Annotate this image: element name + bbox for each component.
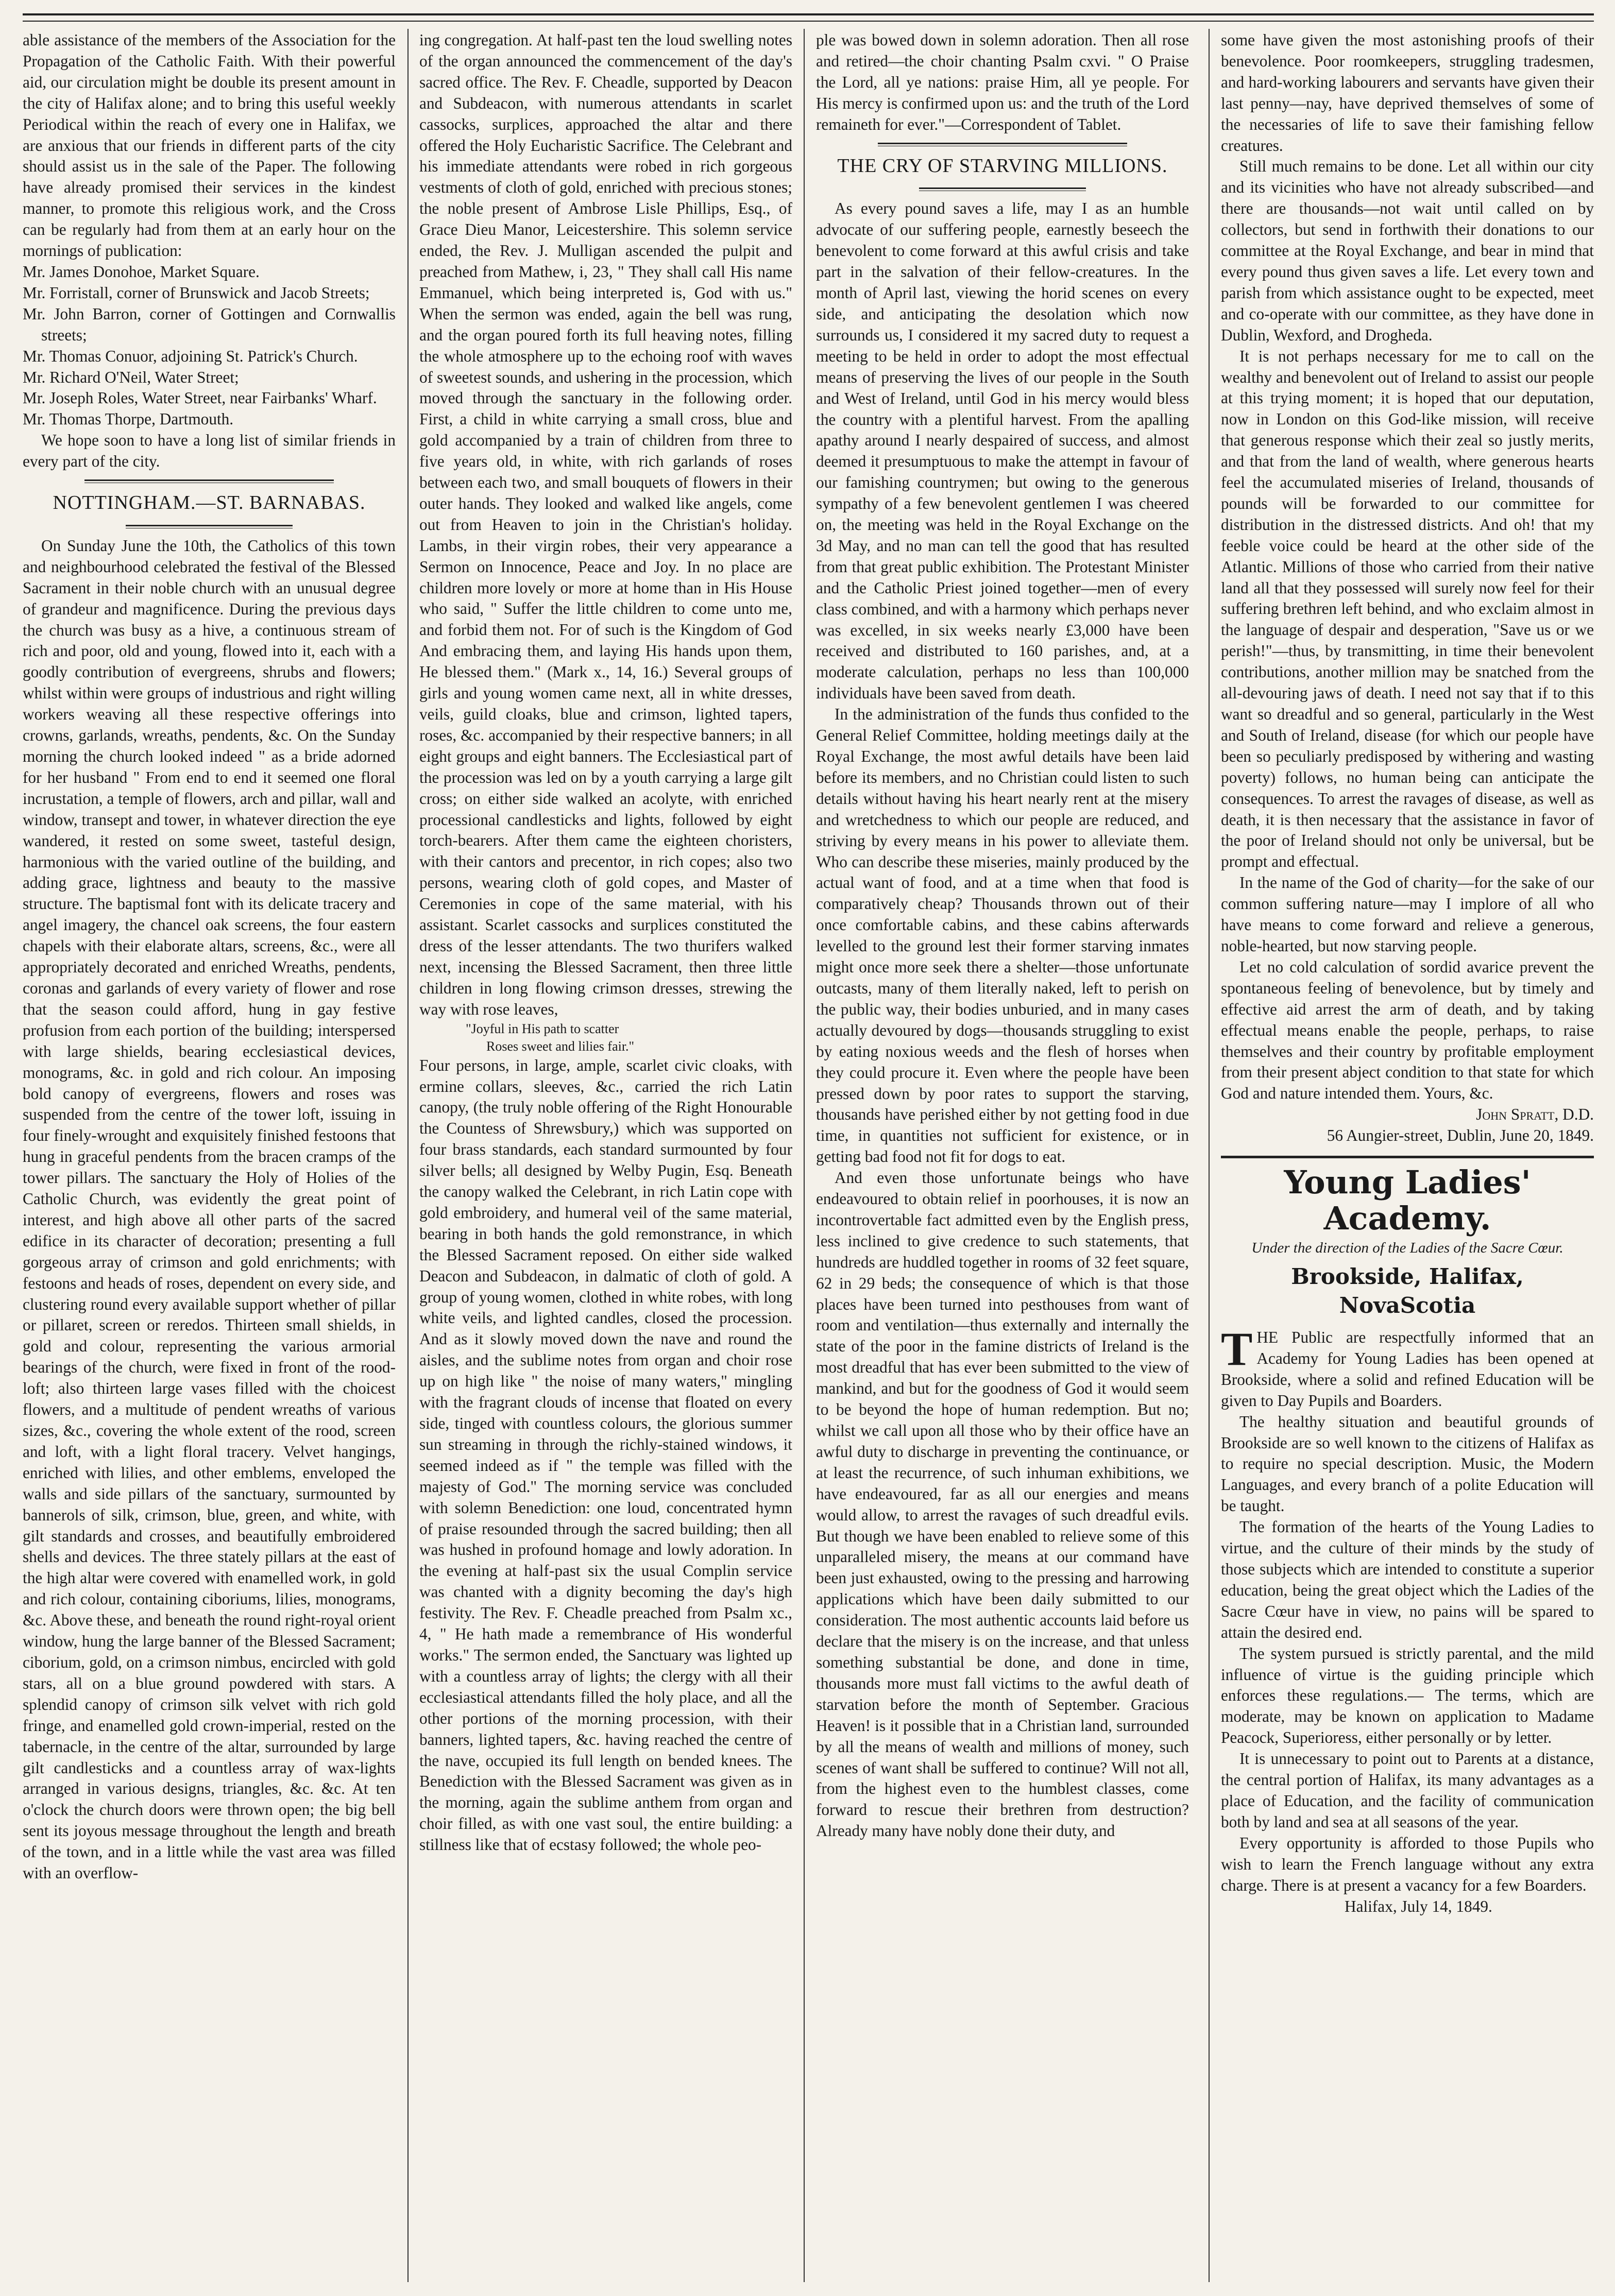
agent-entry: Mr. James Donohoe, Market Square.	[23, 262, 260, 281]
article-paragraph: And even those unfortunate beings who have endeavoured to obtain relief in poorhouses, it is now an incontrovertable fact admitted even by the English press, less inclined to give credence to such statements, that hundreds are huddled together in rooms of 32 feet square, 62 in 29 beds; the consequence of which is that those places have been turned into pesthouses from want of room and ventilation—thus externally and internally the state of the poor in the famine districts of Ireland is the most dreadful that has ever been submitted to the view of mankind, and but for the goodness of God it would seem to be beyond the hope of human redemption. But no; whilst we call upon all those who by their office have an awful duty to discharge in preventing the continuance, or at least the recurrence, of such inhuman exhibitions, we have endeavoured, far as all our energies and means would allow, to arrest the ravages of such dreadful evils. But though we have been enabled to relieve some of this unparalleled misery, the means at our command have been just exhausted, owing to the pressing and harrowing applications which have been daily submitted to our consideration. The most authentic accounts laid before us declare that the misery is on the increase, and that unless something substantial be done, and done in time, thousands more must fall victims to the awful death of starvation before the month of September. Gracious Heaven! is it possible that in a Christian land, surrounded by all the means of wealth and millions of money, such scenes of want shall be suffered to continue? Will not all, from the highest even to the humblest classes, come forward to rescue their brethren from destruction? Already many have nobly done their duty, and	[816, 1169, 1189, 1840]
ad-paragraph	[1221, 1323, 1594, 1412]
ad-paragraph: Every opportunity is afforded to those Pupils who wish to learn the French language without any extra charge. There is at present a vacancy for a few Boarders.	[1221, 1834, 1594, 1894]
agent-entry: Mr. Richard O'Neil, Water Street;	[23, 368, 239, 386]
agent-entry: Mr. Thomas Conuor, adjoining St. Patrick's Church.	[23, 347, 358, 365]
top-rule	[23, 13, 1594, 22]
column-divider	[1209, 29, 1210, 2282]
verse-line: "Joyful in His path to scatter	[466, 1021, 619, 1036]
article-paragraph: In the administration of the funds thus confided to the General Relief Committee, holding meetings daily at the Royal Exchange, the most awful details have been laid before its members, and no Christian could listen to such details without having his heart nearly rent at the misery and wretchedness to which our people are reduced, and striving by every means in his power to alleviate them. Who can describe these miseries, mainly produced by the actual want of food, and at a time when that food is comparatively cheap? Thousands thrown out of their once comfortable cabins, and these cabins afterwards levelled to the ground lest their former starving inmates might once more seek there a shelter—those unfortunate outcasts, many of them literally naked, left to perish on the public way, their bodies unburied, and in many cases actually devoured by dogs—thousands struggling to exist by eating noxious weeds and the flesh of horses when they could procure it. Even where the people have been pressed down by poor rates to support the starving, thousands have perished either by not getting food in due time, in quantities not sufficient for existence, or in getting bad food not fit for dogs to eat.	[816, 705, 1189, 1166]
signature: John Spratt, D.D.	[1476, 1105, 1594, 1124]
advertisement	[1221, 1164, 1594, 1917]
newspaper-page	[23, 13, 1594, 2285]
ad-signoff: Halifax, July 14, 1849.	[1345, 1897, 1492, 1915]
agent-entry: Mr. Forristall, corner of Brunswick and Jacob Streets;	[23, 283, 370, 302]
ad-paragraph: The healthy situation and beautiful grounds of Brookside are so well known to the citizens of Halifax as to require no special description. Music, the Modern Languages, and every branch of a polite Education will be taught.	[1221, 1412, 1594, 1515]
agent-entry: Mr. Thomas Thorpe, Dartmouth.	[23, 410, 234, 429]
column-3	[816, 30, 1189, 2281]
article-paragraph: Four persons, in large, ample, scarlet civic cloaks, with ermine collars, sleeves, &c., carried the rich Latin canopy, (the truly noble offering of the Right Honourable the Countess of Shrewsbury,) which was supported on four brass standards, each standard surmounted by four silver bells; all designed by Welby Pugin, Esq. Beneath the canopy walked the Celebrant, in rich Latin cope with gold embroidery, and humeral veil of the same material, bearing in both hands the gold remonstrance, in which the Blessed Sacrament reposed. On either side walked Deacon and Subdeacon, in dalmatic of cloth of gold. A group of young women, clothed in white robes, with long white veils, and lighted candles, closed the procession. And as it slowly moved down the nave and round the aisles, and the sublime notes from organ and choir rose up on high like " the noise of many waters," mingling with the fragrant clouds of incense that floated on every side, tinged with countless colours, the glorious summer sun streaming in through the richly-stained windows, it seemed indeed as if " the temple was filled with the majesty of God." The morning service was concluded with solemn Benediction: one loud, concentrated hymn of praise resounded through the sacred building; then all was hushed in profound homage and lowly adoration. In the evening at half-past six the usual Complin service was chanted with a dignity becoming the day's high festivity. The Rev. F. Cheadle preached from Psalm xc., 4, " He hath made a remembrance of His wonderful works." The sermon ended, the Sanctuary was lighted up with a countless array of lights; the clergy with all their ecclesiastical attendants filled the holy place, and all the other portions of the morning procession, with their banners, lighted tapers, &c. having reached the centre of the nave, occupied its full length on bended knees. The Benediction with the Blessed Sacrament was given as in the morning, again the sublime anthem from organ and choir filled, as with one vast soul, the entire building: a stillness like that of ecstasy followed; the whole peo-	[419, 1056, 792, 1854]
ad-paragraph: The formation of the hearts of the Young Ladies to virtue, and the culture of their minds by the study of those subjects which are intended to constitute a superior education, being the great object which the Ladies of the Sacre Cœur have in view, no pains will be spared to attain the desired end.	[1221, 1518, 1594, 1641]
verse-line: Roses sweet and lilies fair."	[486, 1038, 635, 1054]
article-paragraph: ing congregation. At half-past ten the loud swelling notes of the organ announced the commencement of the day's sacred office. The Rev. F. Cheadle, supported by Deacon and Subdeacon, with numerous attendants in scarlet cassocks, surplices, approached the altar and there offered the Holy Eucharistic Sacrifice. The Celebrant and his immediate attendants were robed in rich gorgeous vestments of cloth of gold, enriched with precious stones; the noble present of Ambrose Lisle Phillips, Esq., of Grace Dieu Manor, Leicestershire. This solemn service ended, the Rev. J. Mulligan ascended the pulpit and preached from Mathew, i, 23, " They shall call His name Emmanuel, which being interpreted is, God with us." When the sermon was ended, again the bell was rung, and the organ poured forth its full heaving notes, filling the whole atmosphere up to the echoing roof with waves of sweetest sounds, and ushering in the procession, which moved through the sanctuary in the following order. First, a child in white carrying a small cross, blue and gold accompanied by a train of children from three to five years old, in white, with rich garlands of roses between each two, and small bouquets of flowers in their outer hands. They looked and walked like angels, come out from Heaven to join in the Christian's holiday. Lambs, in their virgin robes, their very appearance a Sermon on Innocence, Peace and Joy. In no place are children more lovely or more at home than in His House who said, " Suffer the little children to come unto me, and forbid them not. For of such is the Kingdom of God And embracing them, and laying His hands upon them, He blessed them." (Mark x., 14, 16.) Several groups of girls and young women came next, all in white dresses, veils, guild cloaks, blue and crimson, lighted tapers, roses, &c. accompanied by their respective banners; in all eight groups and eight banners. The Ecclesiastical part of the procession was led on by a youth carrying a large gilt cross; on either side walked an acolyte, with enriched processional candlesticks and lights, followed by eight torch-bearers. After them came the eighteen choristers, with their cantors and precentor, in rich copes; also two persons, wearing cloth of gold copes, and Master of Ceremonies in cope of the same material, with his assistant. Scarlet cassocks and surplices constituted the dress of the lesser attendants. The two thurifers walked next, incensing the Blessed Sacrament, then three little children in long flowing crimson dresses, strewing the way with rose leaves,	[419, 31, 792, 1018]
column-1	[23, 30, 396, 2281]
ad-paragraph: The system pursued is strictly parental, and the mild influence of virtue is the guiding principle which enforces these regulations.— The terms, which are moderate, may be known on application to Madame Peacock, Superioress, either personally or by letter.	[1221, 1644, 1594, 1747]
ad-location: Brookside, Halifax, NovaScotia	[1291, 1264, 1524, 1318]
article-paragraph: It is not perhaps necessary for me to call on the wealthy and benevolent out of Ireland to assist our people at this trying moment; it is hoped that our deputation, now in London on this God-like mission, will receive that generous response which their zeal so justly merits, and that from the land of wealth, where generous hearts feel the accumulated miseries of Ireland, thousands of pounds will be forwarded to our committee for distribution in the distressed districts. And oh! that my feeble voice could be heard at the other side of the Atlantic. Millions of those who carried from their native land all that they possessed will surely now feel for their suffering brethren left behind, and who exclaim almost in the language of despair and desperation, "Save us or we perish!"—thus, by transmitting, in time their benevolent contributions, another million may be snatched from the all-devouring jaws of death. I need not say that if to this want so dreadful and so general, particularly in the West and South of Ireland, disease (for which our people have been so peculiarly predisposed by withering and wasting poverty) follows, no human being can anticipate the consequences. To arrest the ravages of disease, as well as death, it is then necessary that the assistance in favor of the poor of Ireland should not only be universal, but be prompt and effectual.	[1221, 347, 1594, 871]
ad-paragraph: It is unnecessary to point out to Parents at a distance, the central portion of Halifax, its many advantages as a place of Education, and the facility of communication both by land and sea at all seasons of the year.	[1221, 1750, 1594, 1831]
article-paragraph: In the name of the God of charity—for the sake of our common suffering nature—may I implore of all who have means to come forward and relieve a generous, noble-hearted, but now starving people.	[1221, 873, 1594, 955]
article-paragraph: As every pound saves a life, may I as an humble advocate of our suffering people, earnestly beseech the benevolent to come forward at this awful crisis and take part in the salvation of their fellow-creatures. In the month of April last, viewing the horid scenes on every side, and anticipating the desolation which now surrounds us, I considered it my sacred duty to request a meeting to be held in order to adopt the most effectual means of preserving the lives of our people in the South and West of Ireland, until God in his mercy would bless the country with a plentiful harvest. From the apalling apathy around I nearly despaired of success, and almost deemed it presumptuous to make the attempt in favour of our famishing countrymen; but owing to the generous sympathy of a few benevolent gentlemen I was cheered on, the meeting was held in the Royal Exchange on the 3d May, and no man can tell the good that has resulted from that great public exhibition. The Protestant Minister and the Catholic Priest joined together—men of every class combined, and with a harmony which perhaps never was excelled, in six weeks nearly £3,000 have been received and distributed to 160 parishes, and, at a moderate calculation, perhaps no less than 100,000 individuals have been saved from death.	[816, 199, 1189, 702]
dateline: 56 Aungier-street, Dublin, June 20, 1849.	[1327, 1126, 1594, 1145]
article-paragraph: Let no cold calculation of sordid avarice prevent the spontaneous feeling of benevolence, but by timely and effective aid arrest the arm of death, and by taking effectual means enable the people, perhaps, to raise themselves and their country by profitable employment from their present abject condition to that state for which God and nature intended them. Yours, &c.	[1221, 957, 1594, 1103]
section-rule	[919, 187, 1086, 191]
closing-paragraph: We hope soon to have a long list of similar friends in every part of the city.	[23, 431, 396, 471]
agent-entry: Mr. Joseph Roles, Water Street, near Fairbanks' Wharf.	[23, 389, 377, 407]
section-rule	[84, 479, 334, 483]
article-paragraph: On Sunday June the 10th, the Catholics of this town and neighbourhood celebrated the festival of the Blessed Sacrament in their noble church with an unusual degree of grandeur and magnificence. During the previous days the church was busy as a hive, a continuous stream of rich and poor, old and young, flowed into it, each with a goodly contribution of evergreens, shrubs and flowers; whilst within were groups of industrious and right willing workers weaving all these respective offerings into crowns, garlands, wreaths, pendents, &c. On the Sunday morning the church looked indeed " as a bride adorned for her husband " From end to end it seemed one floral incrustation, a temple of flowers, arch and pillar, wall and window, transept and tower, in whatever direction the eye wandered, it rested on some sweet, tasteful design, harmonious with the varied outline of the building, and adding grace, lightness and beauty to the massive structure. The baptismal font with its delicate tracery and angel imagery, the chancel oak screens, the four eastern chapels with their elaborate altars, screens, &c., were all appropriately decorated and enriched Wreaths, pendents, coronas and garlands of every variety of flower and rose that the season could afford, hung in gay festive profusion from each portion of the building; interspersed with large shields, bearing ecclesiastical devices, monograms, &c. in gold and rich colour. An imposing bold canopy of evergreens, flowers and roses was suspended from the centre of the tower loft, issuing in four finely-wrought and exquisitely finished festoons that hung in graceful pendents from the bracen cramps of the tower pillars. The sanctuary the Holy of Holies of the Catholic Church, was evidently the great point of interest, and high above all other parts of the sacred edifice in its character of decoration; presenting a full gorgeous array of crimson and gold enrichments; with festoons and heads of roses, dependent on every side, and clustering round every available support whether of pillar or pillaret, screen or reredos. Thirteen small shields, in gold and colour, representing the various armorial bearings of the church, were fixed in front of the rood-loft; also thirteen large vases filled with the choicest flowers, and a multitude of pendent wreaths of various sizes, &c., covering the whole extent of the rood, screen and loft, with a light floral tracery. Velvet hangings, enriched with lilies, and other emblems, enveloped the walls and side pillars of the sanctuary, surmounted by bannerols of silk, crimson, blue, green, and white, with gilt standards and crosses, and beautifully embroidered shells and devices. The three stately pillars at the east of the high altar were covered with enamelled work, in gold and rich colour, containing ciboriums, lilies, monograms, &c. Above these, and beneath the round right-royal orient window, hung the large banner of the Blessed Sacrament; ciborium, gold, on a crimson nimbus, encircled with gold stars, all on a blue ground powdered with stars. A splendid canopy of crimson silk velvet with rich gold fringe, and enamelled gold crown-imperial, rested on the tabernacle, in the centre of the altar, surrounded by large gilt candlesticks and a countless array of wax-lights arranged in various designs, triangles, &c. &c. At ten o'clock the church doors were thrown open; the big bell sent its joyous message throughout the length and breath of the town, and in a little while the vast area was filled with an overflow-	[23, 536, 396, 1882]
column-2	[419, 30, 792, 2281]
ad-title: Young Ladies' Academy.	[1284, 1163, 1531, 1238]
section-rule	[126, 525, 293, 528]
agent-entry: Mr. John Barron, corner of Gottingen and Cornwallis streets;	[23, 304, 396, 344]
column-4	[1221, 30, 1594, 2281]
drop-cap: T	[1221, 1323, 1253, 1376]
article-heading: NOTTINGHAM.—ST. BARNABAS.	[53, 492, 366, 514]
advertisement-rule	[1221, 1156, 1594, 1158]
article-heading: THE CRY OF STARVING MILLIONS.	[837, 155, 1168, 177]
column-divider	[804, 29, 805, 2282]
section-rule	[878, 143, 1127, 146]
article-paragraph: ple was bowed down in solemn adoration. Then all rose and retired—the choir chanting Psalm cxvi. " O Praise the Lord, all ye nations: praise Him, all ye people. For His mercy is confirmed upon us: and the truth of the Lord remaineth for ever."—Correspondent of Tablet.	[816, 31, 1189, 133]
ad-paragraph-text: HE Public are respectfully informed that an Academy for Young Ladies has been opened at Brookside, where a solid and refined Education will be given to Day Pupils and Boarders.	[1221, 1328, 1594, 1410]
article-paragraph: Still much remains to be done. Let all within our city and its vicinities who have not already subscribed—and there are thousands—not wait until called on by collectors, but send in forthwith their donations to our committee at the Royal Exchange, and bear in mind that every pound thus given saves a life. Let every town and parish from which assistance ought to be expected, meet and co-operate with our committee, as they have done in Dublin, Wexford, and Drogheda.	[1221, 157, 1594, 344]
article-paragraph: some have given the most astonishing proofs of their benevolence. Poor roomkeepers, struggling tradesmen, and hard-working labourers and servants have given their last penny—nay, have deprived themselves of some of the necessaries of life to save their famishing fellow creatures.	[1221, 31, 1594, 155]
intro-paragraph: able assistance of the members of the Association for the Propagation of the Catholic Faith. With their powerful aid, our circulation might be double its present amount in the city of Halifax alone; and to bring this useful weekly Periodical within the reach of every one in Halifax, we are anxious that our friends in different parts of the city should assist us in the sale of the Paper. The following have already promised their services in the kindest manner, to promote this religious work, and the Cross can be regularly had from them at an early hour on the mornings of publication:	[23, 31, 396, 260]
column-divider	[407, 29, 409, 2282]
ad-subtitle: Under the direction of the Ladies of the Sacre Cœur.	[1251, 1240, 1563, 1257]
